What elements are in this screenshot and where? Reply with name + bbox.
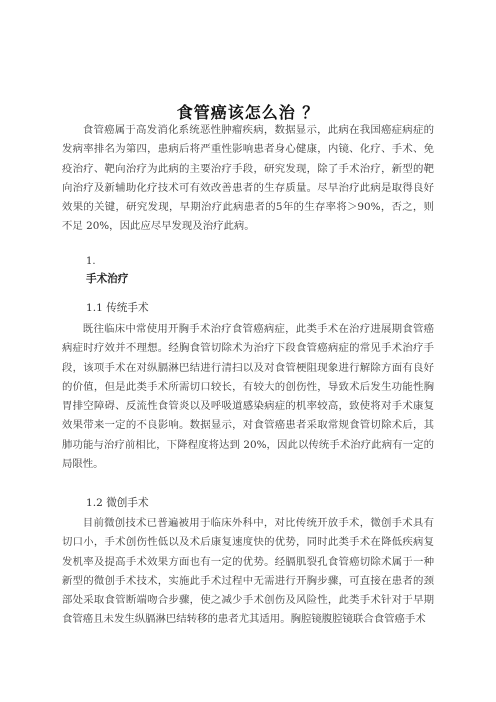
document-title: 食管癌该怎么治 ？ (176, 103, 320, 122)
section-heading: 手术治疗 (86, 273, 129, 285)
subsection-heading-1: 1.1 传统手术 (86, 302, 149, 314)
list-number: 1. (86, 256, 96, 267)
subsection-body-1: 既往临床中常使用开胸手术治疗食管癌病症，此类手术在治疗进展期食管癌病症时疗效并不理想。经胸食管切除术为治疗下段食管癌病症的常见手术治疗手段，该项手术在对纵膈淋巴结进行清扫以及对食管梗阻现象进行解除方面有良好的价值，但是此类手术所需切口较长，有较大的创伤性，导致术后发生功能性胸胃排空障碍、反流性食管炎以及呼吸道感染病症的机率较高，致使将对手术康复效果带来一定的不良影响。数据显示，对食管癌患者采取常规食管切除术后，其肺功能与治疗前相比，下降程度将达到 20%，因此以传统手术治疗此病有一定的局限性。 (62, 323, 434, 471)
intro-paragraph: 食管癌属于高发消化系统恶性肿瘤疾病，数据显示，此病在我国癌症病症的发病率排名为第四，患病后将严重性影响患者身心健康，内镜、化疗、手术、免疫治疗、靶向治疗为此病的主要治疗手段，研究发现，除了手术治疗，新型的靶向治疗及新辅助化疗技术可有效改善患者的生存质量。尽早治疗此病是取得良好效果的关键，研究发现，早期治疗此病患者的5年的生存率将＞90%，否之，则不足 20%，因此应尽早发现及治疗此病。 (62, 124, 434, 233)
subsection-body-2: 目前微创技术已普遍被用于临床外科中，对比传统开放手术，微创手术具有切口小，手术创伤性低以及术后康复速度快的优势，同时此类手术在降低疾病复发机率及提高手术效果方面也有一定的优势。经膈肌裂孔食管癌切除术属于一种新型的微创手术技术，实施此手术过程中无需进行开胸步骤，可直接在患者的颈部处采取食管断端吻合步骤，使之减少手术创伤及风险性，此类手术针对于早期食管癌且未发生纵膈淋巴结转移的患者尤其适用。胸腔镜腹腔镜联合食管癌手术 (62, 517, 434, 626)
subsection-heading-2: 1.2 微创手术 (86, 497, 149, 509)
